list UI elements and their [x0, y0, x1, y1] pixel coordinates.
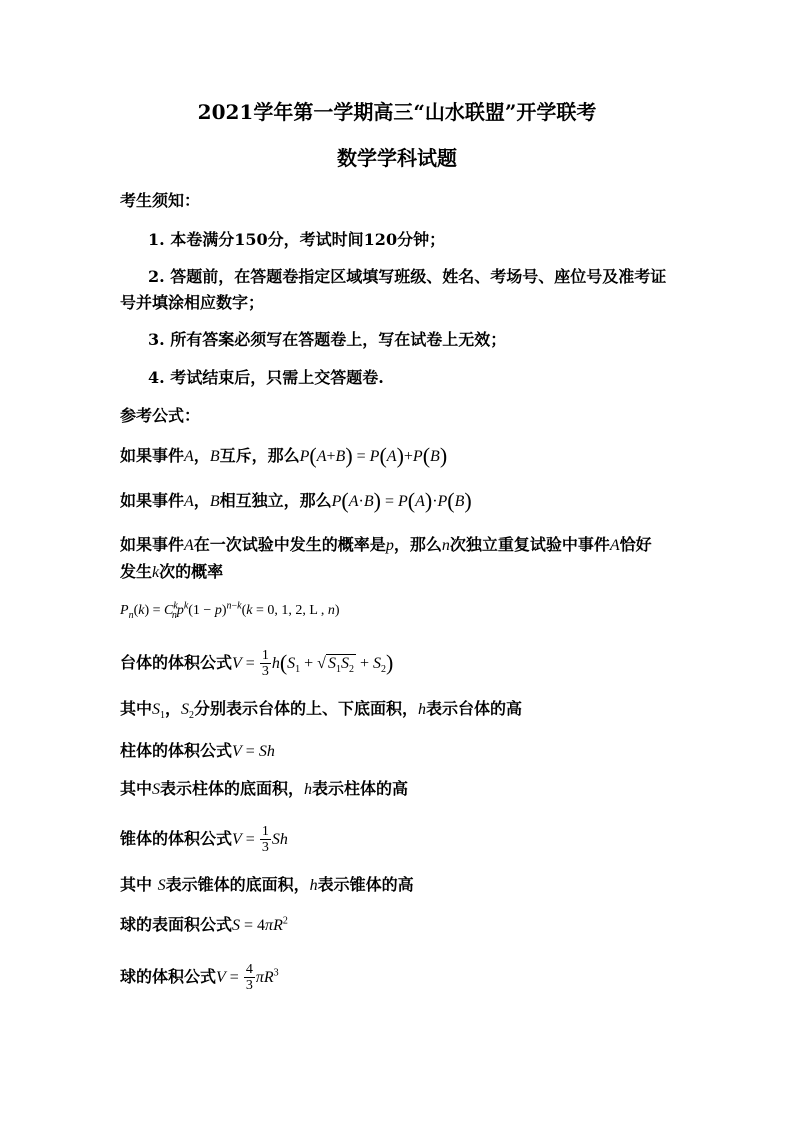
frustum-description: 其中$S_1$，$S_2$分别表示台体的上、下底面积，h表示台体的高: [120, 699, 523, 722]
page-subtitle: 数学学科试题: [337, 146, 457, 170]
fraction-four-thirds: $\frac{4}{3}$: [245, 962, 253, 993]
fraction-one-third: $\frac{1}{3}$: [261, 824, 269, 855]
fraction-one-third: $\frac{1}{3}$: [261, 648, 269, 679]
notice-2-cont: 号并填涂相应数字；: [120, 293, 265, 312]
formula-heading: 参考公式：: [120, 406, 201, 425]
formula-sphere-area: 球的表面积公式$S = 4\pi R^2$: [120, 915, 288, 934]
formula-sphere-volume: 球的体积公式V = $\frac{4}{3}$ $\pi R^3$: [120, 962, 279, 993]
notice-2: 2. 答题前，在答题卷指定区域填写班级、姓名、考场号、座位号及准考证: [148, 267, 667, 286]
formula-binomial-line2: 发生k次的概率: [120, 562, 224, 581]
formula-prism-volume: 柱体的体积公式V = Sh: [120, 741, 275, 760]
notice-1: 1. 本卷满分150分，考试时间120分钟；: [148, 230, 446, 249]
formula-cone-volume: 锥体的体积公式V = $\frac{1}{3}$ Sh: [120, 824, 288, 855]
formula-mutually-exclusive: 如果事件A，B互斥，那么P(A+B) = P(A)+P(B): [120, 443, 448, 468]
f1-pre: 如果事件: [120, 446, 185, 465]
notice-heading: 考生须知：: [120, 191, 201, 210]
prism-description: 其中S表示柱体的底面积，h表示柱体的高: [120, 779, 409, 798]
formula-binomial-line1: 如果事件A在一次试验中发生的概率是p，那么n次独立重复试验中事件A恰好: [120, 535, 652, 554]
notice-4: 4. 考试结束后，只需上交答题卷.: [148, 368, 384, 387]
page-title: 2021学年第一学期高三“山水联盟”开学联考: [197, 100, 597, 124]
cone-description: 其中 S表示锥体的底面积，h表示锥体的高: [120, 875, 414, 894]
notice-3: 3. 所有答案必须写在答题卷上，写在试卷上无效；: [148, 330, 507, 349]
formula-frustum-volume: 台体的体积公式V = $\frac{1}{3}$ $h(S_1$ + √ $S_1S_2 + S_2$): [120, 648, 394, 679]
formula-binomial-expression: $P_n(k) = C^k_np^k(1 - p)^{n-k}(k = 0$, 1, 2, L , n): [120, 600, 340, 621]
formula-independent: 如果事件A，B相互独立，那么P(A·B) = P(A)·P(B): [120, 488, 472, 513]
